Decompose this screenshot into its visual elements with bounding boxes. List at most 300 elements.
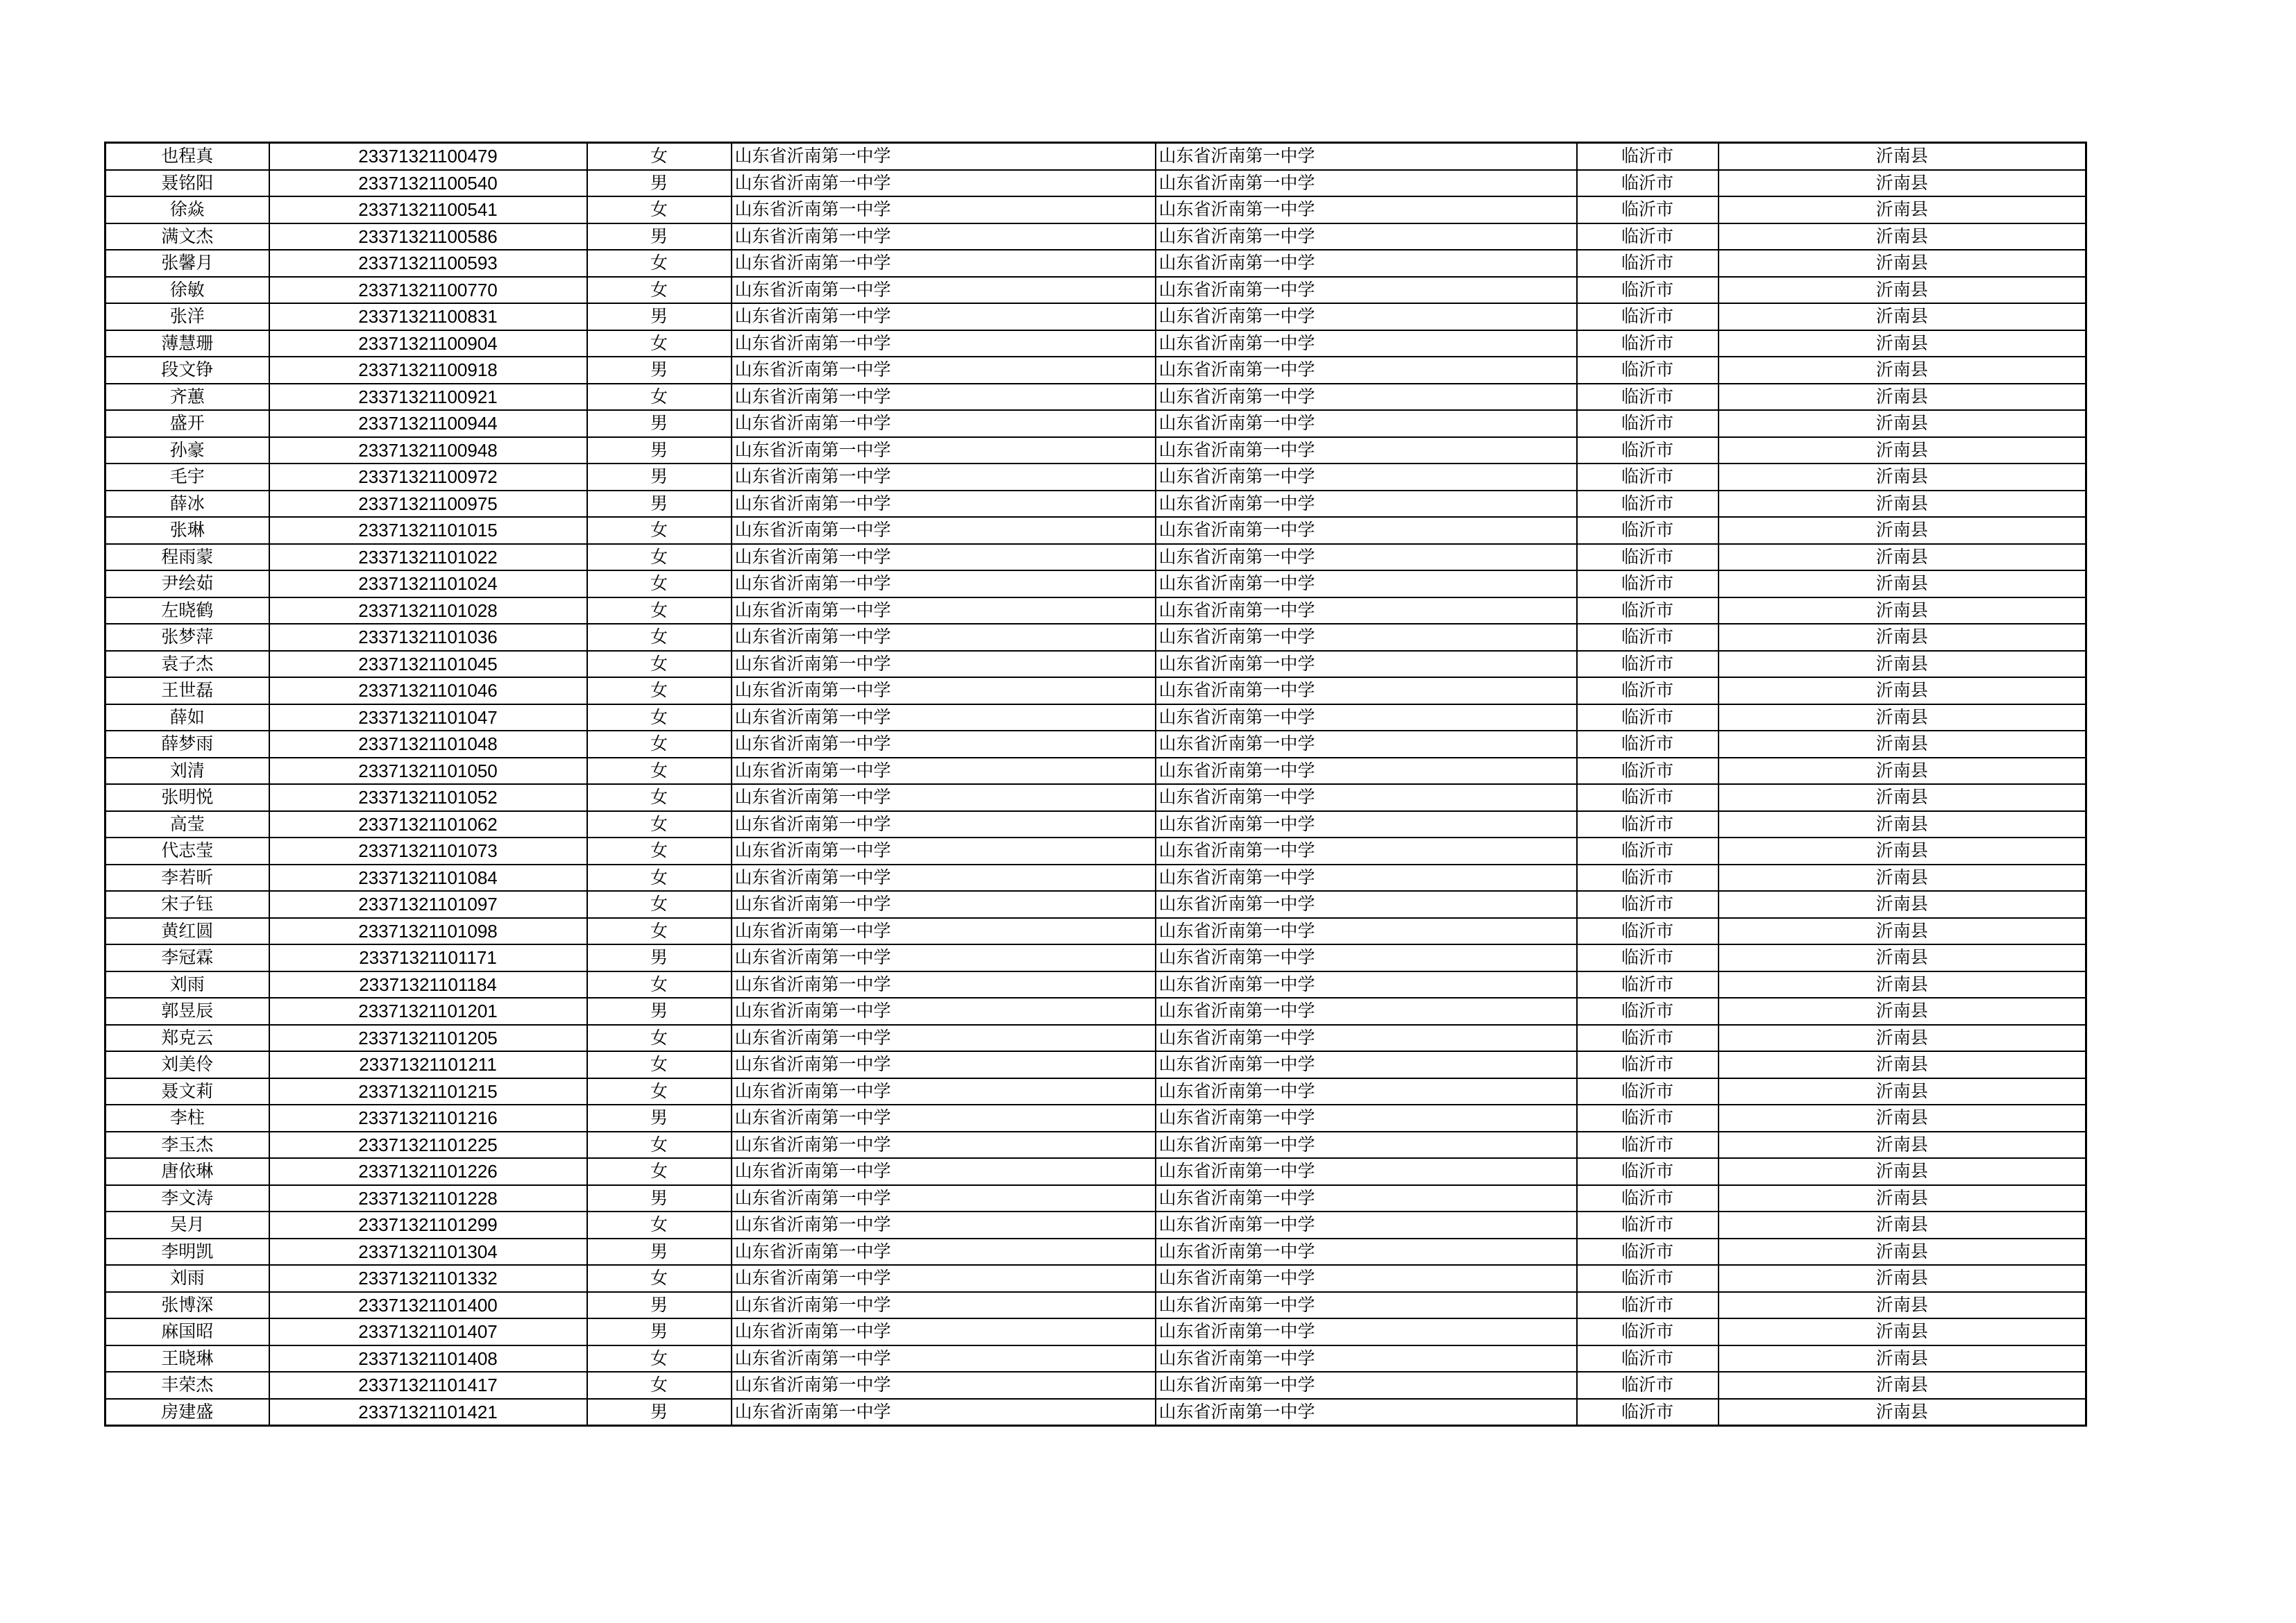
table-row — [105, 758, 2086, 785]
table-body — [105, 143, 2086, 1426]
admission-school-cell: 山东省沂南第一中学 — [1156, 1372, 1577, 1399]
city-cell: 临沂市 — [1577, 758, 1719, 785]
city-cell: 临沂市 — [1577, 196, 1719, 223]
admission-school-cell: 山东省沂南第一中学 — [1156, 1051, 1577, 1078]
city-cell: 临沂市 — [1577, 811, 1719, 838]
school-cell: 山东省沂南第一中学 — [732, 971, 1156, 999]
student-name-cell: 孙豪 — [105, 437, 269, 464]
table-row — [105, 1212, 2086, 1239]
student-name-cell: 尹绘茹 — [105, 570, 269, 597]
table-row — [105, 223, 2086, 250]
admission-school-cell: 山东省沂南第一中学 — [1156, 731, 1577, 758]
city-cell: 临沂市 — [1577, 784, 1719, 811]
gender-cell: 女 — [587, 651, 732, 678]
table-row — [105, 1345, 2086, 1373]
admission-school-cell: 山东省沂南第一中学 — [1156, 464, 1577, 491]
county-cell: 沂南县 — [1719, 811, 2086, 838]
gender-cell: 男 — [587, 1239, 732, 1266]
table-row — [105, 196, 2086, 223]
admission-school-cell: 山东省沂南第一中学 — [1156, 250, 1577, 277]
gender-cell: 男 — [587, 1399, 732, 1426]
gender-cell: 女 — [587, 1372, 732, 1399]
school-cell: 山东省沂南第一中学 — [732, 464, 1156, 491]
city-cell: 临沂市 — [1577, 357, 1719, 384]
exam-id-cell: 23371321101171 — [269, 944, 587, 971]
school-cell: 山东省沂南第一中学 — [732, 196, 1156, 223]
student-name-cell: 段文铮 — [105, 357, 269, 384]
county-cell: 沂南县 — [1719, 1078, 2086, 1105]
student-name-cell: 袁子杰 — [105, 651, 269, 678]
school-cell: 山东省沂南第一中学 — [732, 1399, 1156, 1426]
exam-id-cell: 23371321101332 — [269, 1265, 587, 1292]
city-cell: 临沂市 — [1577, 410, 1719, 437]
exam-id-cell: 23371321100975 — [269, 491, 587, 518]
student-name-cell: 李明凯 — [105, 1239, 269, 1266]
table-row — [105, 597, 2086, 624]
school-cell: 山东省沂南第一中学 — [732, 624, 1156, 651]
city-cell: 临沂市 — [1577, 1105, 1719, 1132]
gender-cell: 女 — [587, 865, 732, 892]
student-name-cell: 徐敏 — [105, 277, 269, 304]
exam-id-cell: 23371321100921 — [269, 384, 587, 411]
exam-id-cell: 23371321101225 — [269, 1132, 587, 1159]
county-cell: 沂南县 — [1719, 784, 2086, 811]
city-cell: 临沂市 — [1577, 277, 1719, 304]
exam-id-cell: 23371321100593 — [269, 250, 587, 277]
table-row — [105, 250, 2086, 277]
city-cell: 临沂市 — [1577, 1292, 1719, 1319]
school-cell: 山东省沂南第一中学 — [732, 357, 1156, 384]
student-name-cell: 高莹 — [105, 811, 269, 838]
admission-school-cell: 山东省沂南第一中学 — [1156, 1345, 1577, 1373]
county-cell: 沂南县 — [1719, 1318, 2086, 1345]
county-cell: 沂南县 — [1719, 223, 2086, 250]
gender-cell: 女 — [587, 1078, 732, 1105]
school-cell: 山东省沂南第一中学 — [732, 918, 1156, 945]
exam-id-cell: 23371321101226 — [269, 1158, 587, 1185]
admission-school-cell: 山东省沂南第一中学 — [1156, 704, 1577, 731]
admission-school-cell: 山东省沂南第一中学 — [1156, 384, 1577, 411]
county-cell: 沂南县 — [1719, 865, 2086, 892]
exam-id-cell: 23371321101228 — [269, 1185, 587, 1212]
student-name-cell: 丰荣杰 — [105, 1372, 269, 1399]
admission-school-cell: 山东省沂南第一中学 — [1156, 544, 1577, 571]
gender-cell: 男 — [587, 1185, 732, 1212]
city-cell: 临沂市 — [1577, 1399, 1719, 1426]
exam-id-cell: 23371321101098 — [269, 918, 587, 945]
exam-id-cell: 23371321101400 — [269, 1292, 587, 1319]
gender-cell: 男 — [587, 464, 732, 491]
table-row — [105, 651, 2086, 678]
school-cell: 山东省沂南第一中学 — [732, 1158, 1156, 1185]
school-cell: 山东省沂南第一中学 — [732, 170, 1156, 197]
county-cell: 沂南县 — [1719, 1372, 2086, 1399]
gender-cell: 女 — [587, 544, 732, 571]
gender-cell: 女 — [587, 250, 732, 277]
county-cell: 沂南县 — [1719, 1292, 2086, 1319]
school-cell: 山东省沂南第一中学 — [732, 731, 1156, 758]
county-cell: 沂南县 — [1719, 918, 2086, 945]
county-cell: 沂南县 — [1719, 1212, 2086, 1239]
table-row — [105, 1078, 2086, 1105]
gender-cell: 女 — [587, 570, 732, 597]
admission-school-cell: 山东省沂南第一中学 — [1156, 1239, 1577, 1266]
gender-cell: 男 — [587, 303, 732, 330]
table-row — [105, 1051, 2086, 1078]
admission-school-cell: 山东省沂南第一中学 — [1156, 891, 1577, 918]
county-cell: 沂南县 — [1719, 1239, 2086, 1266]
exam-id-cell: 23371321101084 — [269, 865, 587, 892]
city-cell: 临沂市 — [1577, 491, 1719, 518]
city-cell: 临沂市 — [1577, 1025, 1719, 1052]
exam-id-cell: 23371321101417 — [269, 1372, 587, 1399]
county-cell: 沂南县 — [1719, 357, 2086, 384]
school-cell: 山东省沂南第一中学 — [732, 223, 1156, 250]
admission-school-cell: 山东省沂南第一中学 — [1156, 944, 1577, 971]
admission-school-cell: 山东省沂南第一中学 — [1156, 758, 1577, 785]
table-row — [105, 838, 2086, 865]
county-cell: 沂南县 — [1719, 704, 2086, 731]
school-cell: 山东省沂南第一中学 — [732, 250, 1156, 277]
city-cell: 临沂市 — [1577, 944, 1719, 971]
county-cell: 沂南县 — [1719, 944, 2086, 971]
county-cell: 沂南县 — [1719, 517, 2086, 544]
county-cell: 沂南县 — [1719, 758, 2086, 785]
exam-id-cell: 23371321100831 — [269, 303, 587, 330]
admission-school-cell: 山东省沂南第一中学 — [1156, 1212, 1577, 1239]
exam-id-cell: 23371321101024 — [269, 570, 587, 597]
table-row — [105, 891, 2086, 918]
admission-school-cell: 山东省沂南第一中学 — [1156, 1265, 1577, 1292]
school-cell: 山东省沂南第一中学 — [732, 570, 1156, 597]
gender-cell: 男 — [587, 357, 732, 384]
city-cell: 临沂市 — [1577, 1265, 1719, 1292]
gender-cell: 男 — [587, 491, 732, 518]
exam-id-cell: 23371321101211 — [269, 1051, 587, 1078]
gender-cell: 女 — [587, 196, 732, 223]
table-row — [105, 410, 2086, 437]
school-cell: 山东省沂南第一中学 — [732, 758, 1156, 785]
table-row — [105, 1372, 2086, 1399]
school-cell: 山东省沂南第一中学 — [732, 437, 1156, 464]
county-cell: 沂南县 — [1719, 464, 2086, 491]
city-cell: 临沂市 — [1577, 570, 1719, 597]
school-cell: 山东省沂南第一中学 — [732, 784, 1156, 811]
city-cell: 临沂市 — [1577, 303, 1719, 330]
admission-school-cell: 山东省沂南第一中学 — [1156, 865, 1577, 892]
student-name-cell: 左晓鹤 — [105, 597, 269, 624]
gender-cell: 女 — [587, 1025, 732, 1052]
student-name-cell: 满文杰 — [105, 223, 269, 250]
table-row — [105, 143, 2086, 170]
gender-cell: 女 — [587, 1051, 732, 1078]
admission-school-cell: 山东省沂南第一中学 — [1156, 677, 1577, 704]
exam-id-cell: 23371321101421 — [269, 1399, 587, 1426]
gender-cell: 男 — [587, 437, 732, 464]
county-cell: 沂南县 — [1719, 143, 2086, 170]
school-cell: 山东省沂南第一中学 — [732, 597, 1156, 624]
city-cell: 临沂市 — [1577, 918, 1719, 945]
city-cell: 临沂市 — [1577, 1132, 1719, 1159]
county-cell: 沂南县 — [1719, 1158, 2086, 1185]
county-cell: 沂南县 — [1719, 277, 2086, 304]
table-row — [105, 1399, 2086, 1426]
city-cell: 临沂市 — [1577, 464, 1719, 491]
school-cell: 山东省沂南第一中学 — [732, 1185, 1156, 1212]
admission-school-cell: 山东省沂南第一中学 — [1156, 998, 1577, 1025]
table-row — [105, 170, 2086, 197]
table-row — [105, 1239, 2086, 1266]
county-cell: 沂南县 — [1719, 410, 2086, 437]
student-name-cell: 毛宇 — [105, 464, 269, 491]
gender-cell: 女 — [587, 811, 732, 838]
exam-id-cell: 23371321101036 — [269, 624, 587, 651]
admission-school-cell: 山东省沂南第一中学 — [1156, 597, 1577, 624]
admission-school-cell: 山东省沂南第一中学 — [1156, 971, 1577, 999]
county-cell: 沂南县 — [1719, 1051, 2086, 1078]
student-name-cell: 李柱 — [105, 1105, 269, 1132]
exam-id-cell: 23371321101408 — [269, 1345, 587, 1373]
exam-id-cell: 23371321101047 — [269, 704, 587, 731]
exam-id-cell: 23371321100904 — [269, 330, 587, 357]
exam-id-cell: 23371321101097 — [269, 891, 587, 918]
table-row — [105, 1185, 2086, 1212]
school-cell: 山东省沂南第一中学 — [732, 998, 1156, 1025]
admission-school-cell: 山东省沂南第一中学 — [1156, 1318, 1577, 1345]
exam-id-cell: 23371321101062 — [269, 811, 587, 838]
county-cell: 沂南县 — [1719, 384, 2086, 411]
table-row — [105, 1292, 2086, 1319]
school-cell: 山东省沂南第一中学 — [732, 891, 1156, 918]
table-row — [105, 1105, 2086, 1132]
exam-id-cell: 23371321101205 — [269, 1025, 587, 1052]
gender-cell: 女 — [587, 1265, 732, 1292]
admission-school-cell: 山东省沂南第一中学 — [1156, 1158, 1577, 1185]
student-name-cell: 李玉杰 — [105, 1132, 269, 1159]
school-cell: 山东省沂南第一中学 — [732, 277, 1156, 304]
county-cell: 沂南县 — [1719, 731, 2086, 758]
student-name-cell: 薛梦雨 — [105, 731, 269, 758]
gender-cell: 男 — [587, 410, 732, 437]
exam-id-cell: 23371321101015 — [269, 517, 587, 544]
gender-cell: 男 — [587, 944, 732, 971]
admission-school-cell: 山东省沂南第一中学 — [1156, 330, 1577, 357]
exam-id-cell: 23371321101216 — [269, 1105, 587, 1132]
table-row — [105, 464, 2086, 491]
admission-school-cell: 山东省沂南第一中学 — [1156, 624, 1577, 651]
city-cell: 临沂市 — [1577, 1372, 1719, 1399]
exam-id-cell: 23371321101201 — [269, 998, 587, 1025]
gender-cell: 女 — [587, 384, 732, 411]
exam-id-cell: 23371321101407 — [269, 1318, 587, 1345]
city-cell: 临沂市 — [1577, 1185, 1719, 1212]
student-name-cell: 徐焱 — [105, 196, 269, 223]
student-name-cell: 刘雨 — [105, 971, 269, 999]
gender-cell: 女 — [587, 517, 732, 544]
table-row — [105, 1025, 2086, 1052]
city-cell: 临沂市 — [1577, 1318, 1719, 1345]
city-cell: 临沂市 — [1577, 250, 1719, 277]
student-name-cell: 宋子钰 — [105, 891, 269, 918]
admission-school-cell: 山东省沂南第一中学 — [1156, 838, 1577, 865]
school-cell: 山东省沂南第一中学 — [732, 651, 1156, 678]
exam-id-cell: 23371321100540 — [269, 170, 587, 197]
city-cell: 临沂市 — [1577, 170, 1719, 197]
student-name-cell: 刘清 — [105, 758, 269, 785]
admission-school-cell: 山东省沂南第一中学 — [1156, 143, 1577, 170]
table-row — [105, 971, 2086, 999]
student-name-cell: 李文涛 — [105, 1185, 269, 1212]
gender-cell: 男 — [587, 998, 732, 1025]
gender-cell: 女 — [587, 731, 732, 758]
school-cell: 山东省沂南第一中学 — [732, 1105, 1156, 1132]
school-cell: 山东省沂南第一中学 — [732, 1078, 1156, 1105]
exam-id-cell: 23371321101304 — [269, 1239, 587, 1266]
exam-id-cell: 23371321100770 — [269, 277, 587, 304]
table-row — [105, 544, 2086, 571]
county-cell: 沂南县 — [1719, 330, 2086, 357]
table-row — [105, 437, 2086, 464]
school-cell: 山东省沂南第一中学 — [732, 544, 1156, 571]
county-cell: 沂南县 — [1719, 1185, 2086, 1212]
city-cell: 临沂市 — [1577, 731, 1719, 758]
gender-cell: 女 — [587, 1158, 732, 1185]
table-row — [105, 1158, 2086, 1185]
county-cell: 沂南县 — [1719, 1105, 2086, 1132]
city-cell: 临沂市 — [1577, 838, 1719, 865]
student-name-cell: 张馨月 — [105, 250, 269, 277]
gender-cell: 男 — [587, 1105, 732, 1132]
admission-school-cell: 山东省沂南第一中学 — [1156, 784, 1577, 811]
admission-school-cell: 山东省沂南第一中学 — [1156, 196, 1577, 223]
admission-school-cell: 山东省沂南第一中学 — [1156, 918, 1577, 945]
city-cell: 临沂市 — [1577, 544, 1719, 571]
county-cell: 沂南县 — [1719, 250, 2086, 277]
gender-cell: 女 — [587, 891, 732, 918]
school-cell: 山东省沂南第一中学 — [732, 1318, 1156, 1345]
admission-school-cell: 山东省沂南第一中学 — [1156, 1399, 1577, 1426]
exam-id-cell: 23371321100586 — [269, 223, 587, 250]
admission-school-cell: 山东省沂南第一中学 — [1156, 1185, 1577, 1212]
student-name-cell: 李冠霖 — [105, 944, 269, 971]
student-name-cell: 程雨蒙 — [105, 544, 269, 571]
admission-school-cell: 山东省沂南第一中学 — [1156, 1105, 1577, 1132]
exam-id-cell: 23371321101299 — [269, 1212, 587, 1239]
table-row — [105, 384, 2086, 411]
exam-id-cell: 23371321101046 — [269, 677, 587, 704]
city-cell: 临沂市 — [1577, 1051, 1719, 1078]
student-name-cell: 刘美伶 — [105, 1051, 269, 1078]
school-cell: 山东省沂南第一中学 — [732, 143, 1156, 170]
table-row — [105, 1132, 2086, 1159]
gender-cell: 男 — [587, 1292, 732, 1319]
county-cell: 沂南县 — [1719, 544, 2086, 571]
county-cell: 沂南县 — [1719, 677, 2086, 704]
student-name-cell: 黄红圆 — [105, 918, 269, 945]
school-cell: 山东省沂南第一中学 — [732, 1265, 1156, 1292]
city-cell: 临沂市 — [1577, 384, 1719, 411]
school-cell: 山东省沂南第一中学 — [732, 384, 1156, 411]
gender-cell: 女 — [587, 597, 732, 624]
school-cell: 山东省沂南第一中学 — [732, 677, 1156, 704]
city-cell: 临沂市 — [1577, 865, 1719, 892]
gender-cell: 女 — [587, 277, 732, 304]
county-cell: 沂南县 — [1719, 998, 2086, 1025]
gender-cell: 女 — [587, 971, 732, 999]
student-name-cell: 盛开 — [105, 410, 269, 437]
county-cell: 沂南县 — [1719, 196, 2086, 223]
school-cell: 山东省沂南第一中学 — [732, 303, 1156, 330]
county-cell: 沂南县 — [1719, 838, 2086, 865]
city-cell: 临沂市 — [1577, 1158, 1719, 1185]
exam-id-cell: 23371321100948 — [269, 437, 587, 464]
student-name-cell: 聂文莉 — [105, 1078, 269, 1105]
admission-school-cell: 山东省沂南第一中学 — [1156, 1025, 1577, 1052]
admission-school-cell: 山东省沂南第一中学 — [1156, 1292, 1577, 1319]
gender-cell: 女 — [587, 838, 732, 865]
school-cell: 山东省沂南第一中学 — [732, 865, 1156, 892]
table-row — [105, 357, 2086, 384]
gender-cell: 女 — [587, 330, 732, 357]
table-row — [105, 303, 2086, 330]
student-name-cell: 薛冰 — [105, 491, 269, 518]
student-name-cell: 张梦萍 — [105, 624, 269, 651]
table-row — [105, 784, 2086, 811]
table-row — [105, 330, 2086, 357]
student-name-cell: 张博深 — [105, 1292, 269, 1319]
city-cell: 临沂市 — [1577, 651, 1719, 678]
city-cell: 临沂市 — [1577, 330, 1719, 357]
county-cell: 沂南县 — [1719, 1265, 2086, 1292]
student-name-cell: 王晓琳 — [105, 1345, 269, 1373]
exam-id-cell: 23371321100944 — [269, 410, 587, 437]
admission-school-cell: 山东省沂南第一中学 — [1156, 410, 1577, 437]
city-cell: 临沂市 — [1577, 677, 1719, 704]
table-row — [105, 277, 2086, 304]
school-cell: 山东省沂南第一中学 — [732, 491, 1156, 518]
student-table — [104, 142, 2087, 1427]
admission-school-cell: 山东省沂南第一中学 — [1156, 170, 1577, 197]
exam-id-cell: 23371321101022 — [269, 544, 587, 571]
gender-cell: 女 — [587, 704, 732, 731]
student-name-cell: 李若昕 — [105, 865, 269, 892]
county-cell: 沂南县 — [1719, 971, 2086, 999]
exam-id-cell: 23371321100918 — [269, 357, 587, 384]
table-row — [105, 811, 2086, 838]
table-row — [105, 624, 2086, 651]
gender-cell: 女 — [587, 143, 732, 170]
school-cell: 山东省沂南第一中学 — [732, 1025, 1156, 1052]
city-cell: 临沂市 — [1577, 971, 1719, 999]
county-cell: 沂南县 — [1719, 1132, 2086, 1159]
school-cell: 山东省沂南第一中学 — [732, 1051, 1156, 1078]
admission-school-cell: 山东省沂南第一中学 — [1156, 303, 1577, 330]
exam-id-cell: 23371321101048 — [269, 731, 587, 758]
exam-id-cell: 23371321101215 — [269, 1078, 587, 1105]
admission-school-cell: 山东省沂南第一中学 — [1156, 1132, 1577, 1159]
city-cell: 临沂市 — [1577, 624, 1719, 651]
gender-cell: 女 — [587, 1212, 732, 1239]
table-row — [105, 677, 2086, 704]
exam-id-cell: 23371321100479 — [269, 143, 587, 170]
exam-id-cell: 23371321100541 — [269, 196, 587, 223]
admission-school-cell: 山东省沂南第一中学 — [1156, 517, 1577, 544]
admission-school-cell: 山东省沂南第一中学 — [1156, 223, 1577, 250]
city-cell: 临沂市 — [1577, 704, 1719, 731]
table-row — [105, 491, 2086, 518]
table-row — [105, 570, 2086, 597]
gender-cell: 女 — [587, 918, 732, 945]
